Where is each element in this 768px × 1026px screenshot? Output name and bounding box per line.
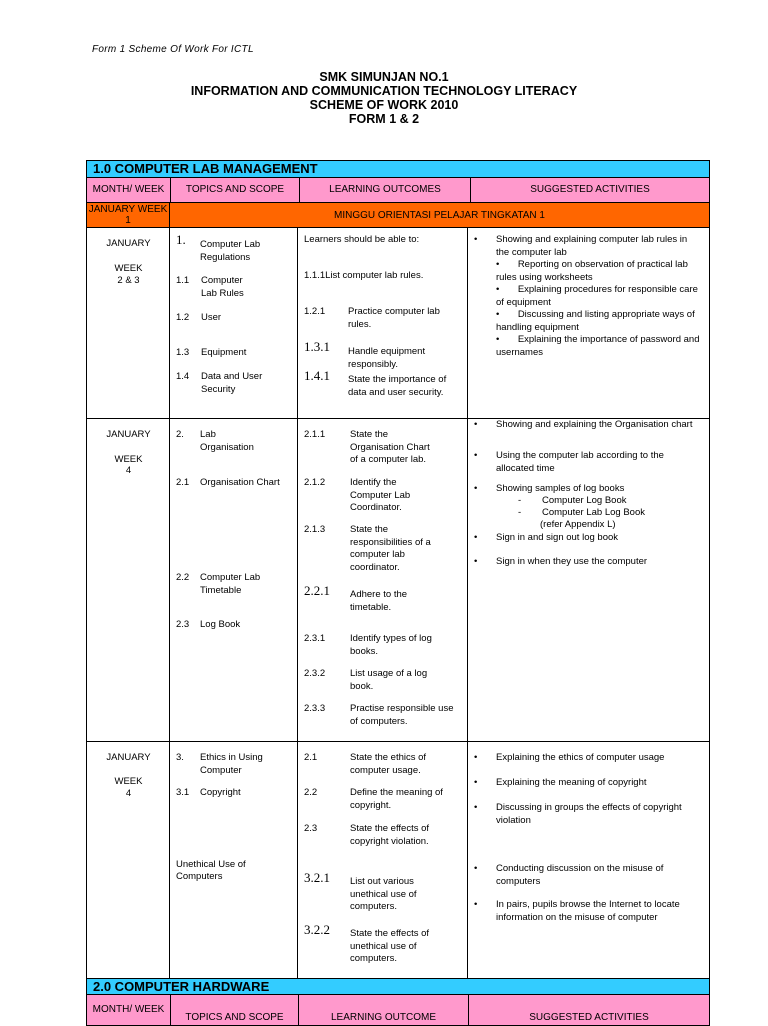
bullet-icon: • bbox=[474, 802, 478, 813]
month-cell bbox=[87, 419, 170, 741]
orientation-row bbox=[87, 203, 709, 228]
activity-text: In pairs, pupils browse the Internet to locate information on the misuse of computer bbox=[496, 899, 680, 923]
month: JANUARY bbox=[106, 429, 151, 440]
week-label: WEEK bbox=[114, 776, 143, 787]
school-name: SMK SIMUNJAN NO.1 bbox=[319, 70, 449, 84]
orientation-month: JANUARY WEEK 1 bbox=[87, 203, 170, 227]
outcome-number: 2.3 bbox=[304, 823, 318, 834]
outcome-text: State the ethics of computer usage. bbox=[350, 752, 427, 776]
month: JANUARY bbox=[106, 238, 151, 249]
outcome-text: Identify types of log books. bbox=[350, 633, 432, 657]
header-month-week: MONTH/ WEEK bbox=[87, 995, 171, 1025]
topics-cell bbox=[170, 228, 298, 418]
bullet-icon: • bbox=[474, 532, 478, 543]
activity-item bbox=[496, 309, 701, 334]
outcome-text: Handle equipment responsibly. bbox=[348, 346, 426, 370]
outcome-text: State the effects of unethical use of computers. bbox=[350, 928, 430, 964]
header-month-week: MONTH/ WEEK bbox=[87, 178, 171, 202]
activity-item bbox=[496, 334, 701, 359]
topic-number: 3.1 bbox=[176, 787, 190, 798]
topic-number: 1.1 bbox=[176, 275, 190, 286]
outcome-number: 2.1.2 bbox=[304, 477, 326, 488]
header-outcomes: LEARNING OUTCOME bbox=[299, 995, 469, 1025]
bullet-icon: • bbox=[496, 309, 518, 320]
form-note: Form 1 Scheme Of Work For ICTL bbox=[92, 44, 254, 55]
topics-cell bbox=[170, 419, 298, 741]
topic-text: Log Book bbox=[200, 619, 241, 630]
month: JANUARY bbox=[106, 752, 151, 763]
outcome-text: State the effects of copyright violation. bbox=[350, 823, 430, 847]
outcome-number: 3.2.2 bbox=[304, 922, 330, 937]
outcome-text: Practise responsible use of computers. bbox=[350, 703, 454, 727]
week-value: 4 bbox=[125, 788, 132, 799]
header-topics: TOPICS AND SCOPE bbox=[171, 178, 300, 202]
activity-text: Conducting discussion on the misuse of computers bbox=[496, 863, 664, 887]
document-title bbox=[0, 70, 768, 126]
scheme-year: SCHEME OF WORK 2010 bbox=[309, 98, 459, 112]
activity-text: Explaining the meaning of copyright bbox=[496, 777, 647, 788]
outcome-text: 1.1.1List computer lab rules. bbox=[304, 270, 424, 281]
week-value: 4 bbox=[125, 465, 132, 476]
bullet-icon: • bbox=[474, 863, 478, 874]
activity-text: Sign in and sign out log book bbox=[496, 532, 619, 543]
outcome-text: Define the meaning of copyright. bbox=[350, 787, 443, 811]
outcome-text: State the responsibilities of a computer lab coordinator. bbox=[350, 524, 431, 573]
topic-number: 1. bbox=[176, 232, 186, 247]
activities-cell bbox=[468, 228, 709, 418]
outcome-number: 2.1 bbox=[304, 752, 318, 763]
table-row bbox=[87, 228, 709, 419]
outcome-text: List out various unethical use of computers. bbox=[350, 876, 417, 912]
bullet-icon: • bbox=[496, 284, 518, 295]
topic-number: 2.3 bbox=[176, 619, 190, 630]
topic-text: Computer Lab Regulations bbox=[200, 239, 261, 263]
sub-item-dash: - bbox=[518, 495, 522, 506]
activity-text: Explaining the ethics of computer usage bbox=[496, 752, 665, 763]
outcomes-cell bbox=[298, 742, 468, 978]
topic-text: Lab Organisation bbox=[200, 429, 254, 453]
bullet-icon: • bbox=[496, 334, 518, 345]
outcome-text: Adhere to the timetable. bbox=[350, 589, 408, 613]
outcome-number: 1.3.1 bbox=[304, 339, 330, 354]
activity-text: Discussing in groups the effects of copyright violation bbox=[496, 802, 682, 826]
week-label: WEEK bbox=[114, 263, 143, 274]
outcome-number: 3.2.1 bbox=[304, 870, 330, 885]
table-row bbox=[87, 742, 709, 979]
week-value: 2 & 3 bbox=[117, 275, 140, 286]
activity-text: Showing and explaining computer lab rules in the computer lab bbox=[496, 234, 688, 258]
outcome-number: 2.3.2 bbox=[304, 668, 326, 679]
outcome-intro: Learners should be able to: bbox=[304, 234, 420, 245]
bullet-icon: • bbox=[474, 483, 478, 494]
topic-text: Copyright bbox=[200, 787, 241, 798]
activity-text: Showing and explaining the Organisation chart bbox=[496, 419, 693, 430]
orientation-text: MINGGU ORIENTASI PELAJAR TINGKATAN 1 bbox=[334, 209, 545, 221]
outcome-number: 2.3.1 bbox=[304, 633, 326, 644]
topic-number: 1.4 bbox=[176, 371, 190, 382]
bullet-icon: • bbox=[474, 419, 478, 430]
topics-cell bbox=[170, 742, 298, 978]
activity-text: Reporting on observation of practical lab rules using worksheets bbox=[496, 259, 688, 283]
outcome-text: List usage of a log book. bbox=[350, 668, 428, 692]
topic-text: Computer Lab Rules bbox=[201, 275, 244, 299]
header-activities: SUGGESTED ACTIVITIES bbox=[529, 1012, 649, 1023]
activity-text: Explaining procedures for responsible care of equipment bbox=[496, 284, 698, 308]
bullet-icon: • bbox=[474, 450, 478, 461]
header-activities: SUGGESTED ACTIVITIES bbox=[530, 184, 650, 195]
outcome-number: 2.3.3 bbox=[304, 703, 326, 714]
activity-subitem: Computer Log Book bbox=[542, 495, 627, 506]
column-header-row bbox=[87, 178, 709, 203]
month-cell bbox=[87, 228, 170, 418]
topic-number: 2. bbox=[176, 429, 184, 440]
outcome-number: 1.4.1 bbox=[304, 368, 330, 383]
activity-text: Using the computer lab according to the allocated time bbox=[496, 450, 664, 474]
sub-item-dash: - bbox=[518, 507, 522, 518]
topic-text: Computer Lab Timetable bbox=[200, 572, 261, 596]
topic-number: 2.2 bbox=[176, 572, 190, 583]
outcome-text: State the Organisation Chart of a computer lab. bbox=[350, 429, 430, 465]
topic-text: Equipment bbox=[201, 347, 247, 358]
bullet-icon: • bbox=[474, 752, 478, 763]
activity-text: Explaining the importance of password and usernames bbox=[496, 334, 700, 358]
activity-subitem: (refer Appendix L) bbox=[540, 519, 616, 530]
header-outcomes: LEARNING OUTCOMES bbox=[300, 178, 471, 202]
activity-subitem: Computer Lab Log Book bbox=[542, 507, 645, 518]
activities-cell bbox=[468, 742, 709, 978]
outcome-text: Practice computer lab rules. bbox=[348, 306, 440, 330]
bullet-icon: • bbox=[496, 259, 518, 270]
bullet-icon: • bbox=[474, 556, 478, 567]
activity-item bbox=[496, 284, 701, 309]
outcome-number: 2.1.3 bbox=[304, 524, 326, 535]
subject-name: INFORMATION AND COMMUNICATION TECHNOLOGY LITERACY bbox=[190, 84, 578, 98]
header-topics: TOPICS AND SCOPE bbox=[171, 995, 299, 1025]
topic-text: Unethical Use of Computers bbox=[176, 859, 246, 882]
bullet-icon: • bbox=[474, 899, 478, 910]
outcomes-cell bbox=[298, 419, 468, 741]
topic-number: 2.1 bbox=[176, 477, 190, 488]
bullet-icon: • bbox=[474, 777, 478, 788]
topic-text: Organisation Chart bbox=[200, 477, 280, 488]
activities-cell bbox=[468, 419, 709, 741]
outcome-number: 2.1.1 bbox=[304, 429, 326, 440]
section-heading: 2.0 COMPUTER HARDWARE bbox=[87, 979, 709, 995]
topic-text: Ethics in Using Computer bbox=[200, 752, 263, 776]
outcome-text: Identify the Computer Lab Coordinator. bbox=[350, 477, 411, 513]
section-heading: 1.0 COMPUTER LAB MANAGEMENT bbox=[87, 161, 709, 178]
activity-text: Showing samples of log books bbox=[496, 483, 625, 494]
activity-item bbox=[496, 259, 701, 284]
table-row bbox=[87, 419, 709, 742]
bullet-icon: • bbox=[474, 234, 478, 245]
activity-text: Discussing and listing appropriate ways of handling equipment bbox=[496, 309, 695, 333]
outcome-text: State the importance of data and user security. bbox=[348, 374, 447, 398]
form-level: FORM 1 & 2 bbox=[348, 112, 420, 126]
outcome-number: 2.2 bbox=[304, 787, 318, 798]
topic-text: Data and User Security bbox=[201, 371, 263, 395]
topic-text: User bbox=[201, 312, 222, 323]
outcomes-cell bbox=[298, 228, 468, 418]
outcome-number: 1.2.1 bbox=[304, 306, 326, 317]
topic-number: 1.3 bbox=[176, 347, 190, 358]
column-header-row bbox=[87, 995, 709, 1025]
scheme-table bbox=[86, 160, 710, 1026]
week-label: WEEK bbox=[114, 454, 143, 465]
month-cell bbox=[87, 742, 170, 978]
topic-number: 1.2 bbox=[176, 312, 190, 323]
topic-number: 3. bbox=[176, 752, 184, 763]
activity-text: Sign in when they use the computer bbox=[496, 556, 648, 567]
outcome-number: 2.2.1 bbox=[304, 583, 330, 598]
